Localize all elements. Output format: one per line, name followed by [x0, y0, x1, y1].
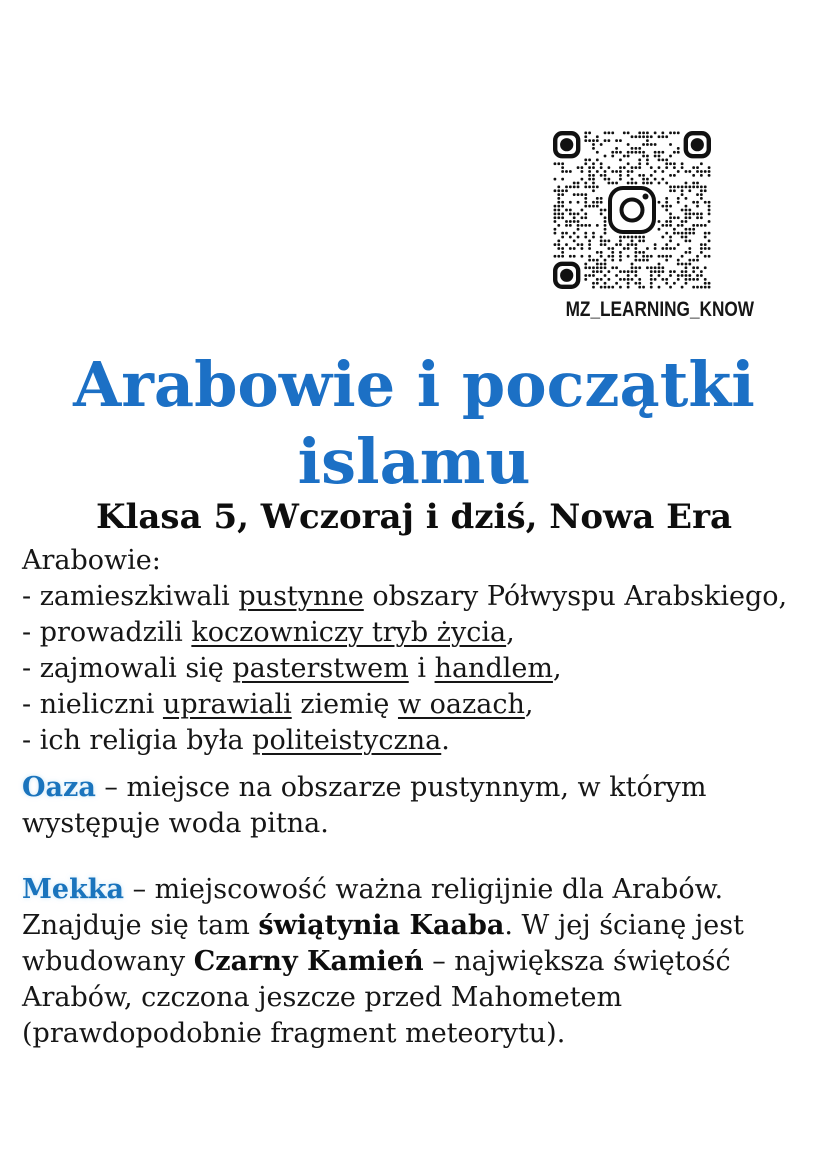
text-line: występuje woda pitna. [22, 808, 329, 839]
text-line: wbudowany Czarny Kamień – największa świętość [22, 946, 731, 977]
text-line: - nieliczni uprawiali ziemię w oazach, [22, 689, 534, 720]
qr-code [553, 131, 711, 289]
text-line: - zajmowali się pasterstwem i handlem, [22, 653, 562, 684]
text-line: - prowadzili koczowniczy tryb życia, [22, 617, 515, 648]
page-title-line-2: islamu [297, 425, 531, 498]
text-line: Znajduje się tam świątynia Kaaba. W jej ścianę jest [22, 910, 744, 941]
page-title-line-1: Arabowie i początki [73, 348, 755, 421]
text-line: (prawdopodobnie fragment meteorytu). [22, 1018, 566, 1049]
qr-block [551, 131, 755, 321]
section-mekka [22, 872, 744, 1052]
section-arabowie [22, 543, 787, 759]
text-line: - ich religia była politeistyczna. [22, 725, 450, 756]
page-title [0, 346, 828, 500]
text-line: Mekka – miejscowość ważna religijnie dla Arabów. [22, 874, 724, 905]
section-oaza [22, 770, 706, 842]
text-line: - zamieszkiwali pustynne obszary Półwyspu Arabskiego, [22, 581, 788, 612]
text-line: Arabowie: [22, 545, 161, 576]
page-subtitle: Klasa 5, Wczoraj i dziś, Nowa Era [95, 497, 733, 537]
qr-label: MZ_LEARNING_KNOW [565, 298, 755, 321]
text-line: Arabów, czczona jeszcze przed Mahometem [22, 982, 623, 1013]
text-line: Oaza – miejsce na obszarze pustynnym, w którym [22, 772, 707, 803]
